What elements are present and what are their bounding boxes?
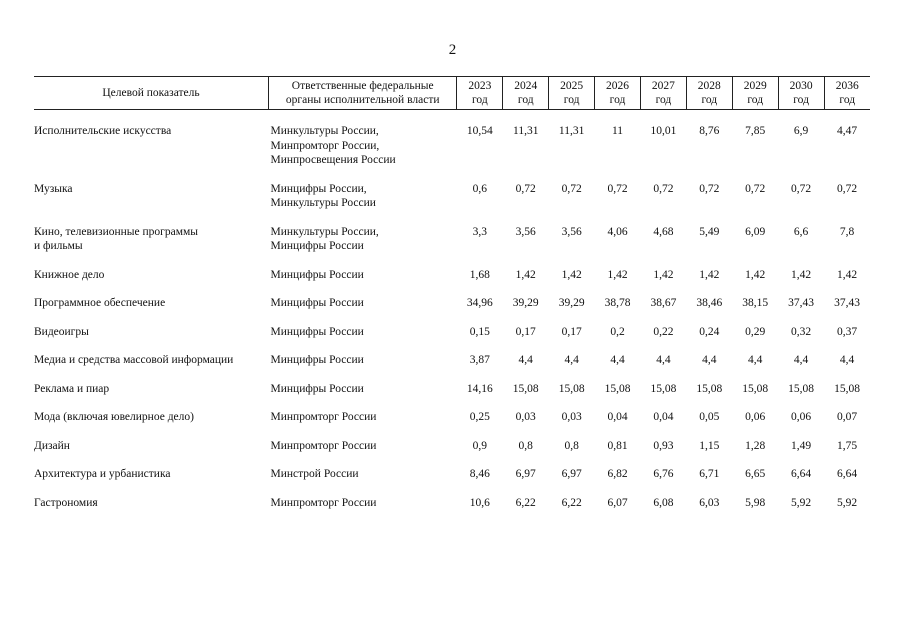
row-value: 6,07	[607, 496, 628, 509]
row-value: 15,08	[604, 382, 631, 395]
row-value: 6,22	[515, 496, 536, 509]
row-value: 4,06	[607, 225, 628, 238]
row-value: 6,65	[745, 468, 766, 480]
table-row	[34, 325, 870, 340]
table-row	[34, 124, 870, 168]
row-value: 6,9	[793, 125, 809, 137]
header-year: 2024 год	[503, 77, 549, 110]
row-value: 37,43	[834, 297, 860, 309]
row-value: 0,6	[472, 182, 488, 195]
row-value: 0,29	[745, 325, 766, 338]
row-value: 7,85	[745, 125, 766, 137]
row-value: 3,3	[472, 225, 488, 238]
header-year: 2029 год	[732, 77, 778, 110]
row-indicator: Медиа и средства массовой информации	[34, 354, 234, 366]
row-value: 38,46	[696, 297, 723, 309]
row-value: 4,4	[564, 354, 579, 366]
row-value: 6,08	[653, 496, 674, 509]
header-agency: Ответственные федеральные органы исполнительной власти	[269, 77, 457, 110]
row-value: 6,71	[699, 468, 720, 480]
row-value: 4,4	[839, 354, 855, 366]
row-value: 39,29	[512, 297, 539, 309]
table-body	[34, 110, 870, 511]
row-agency: Минкультуры России, Минцифры России	[270, 225, 379, 252]
row-agency: Минпромторг России	[270, 411, 377, 423]
row-value: 0,03	[515, 411, 536, 423]
row-agency: Минкультуры России, Минпромторг России, Минпросвещения России	[270, 125, 396, 166]
row-value: 15,08	[788, 382, 815, 395]
row-gap	[34, 254, 870, 268]
row-value: 10,01	[650, 125, 677, 137]
row-value: 0,93	[653, 439, 674, 452]
table-row	[34, 382, 870, 397]
row-value: 6,64	[836, 468, 858, 480]
row-value: 0,04	[607, 411, 628, 423]
header-year: 2028 год	[686, 77, 732, 110]
header-year: 2023 год	[457, 77, 503, 110]
row-gap	[34, 211, 870, 225]
row-agency: Минцифры России	[270, 268, 364, 281]
row-value: 1,15	[699, 439, 720, 452]
row-value: 0,72	[515, 182, 536, 195]
row-value: 0,15	[469, 325, 490, 338]
row-value: 4,4	[702, 354, 717, 366]
table-row	[34, 353, 870, 368]
row-value: 0,72	[836, 182, 858, 195]
table-row	[34, 182, 870, 211]
row-value: 4,68	[653, 225, 674, 238]
row-value: 4,4	[656, 354, 671, 366]
row-indicator: Кино, телевизионные программы и фильмы	[34, 225, 199, 252]
table-row	[34, 467, 870, 482]
row-value: 0,25	[469, 411, 490, 423]
row-value: 1,42	[515, 268, 536, 281]
row-value: 0,72	[561, 182, 582, 195]
row-value: 1,42	[653, 268, 674, 281]
header-year: 2030 год	[778, 77, 824, 110]
table-row	[34, 410, 870, 425]
header-year: 2027 год	[640, 77, 686, 110]
row-value: 4,47	[836, 125, 858, 137]
row-value: 6,03	[699, 496, 720, 509]
header-year: 2036 год	[824, 77, 870, 110]
row-gap	[34, 311, 870, 325]
row-value: 1,42	[699, 268, 720, 281]
page-number: 2	[448, 42, 457, 58]
row-value: 3,87	[469, 354, 490, 366]
row-value: 0,32	[791, 325, 812, 338]
row-value: 5,92	[791, 496, 812, 509]
table-row	[34, 496, 870, 511]
row-value: 5,92	[836, 496, 858, 509]
row-value: 0,04	[653, 411, 674, 423]
row-indicator: Мода (включая ювелирное дело)	[34, 411, 194, 423]
row-value: 0,72	[653, 182, 674, 195]
row-value: 5,98	[745, 496, 766, 509]
row-value: 4,4	[518, 354, 533, 366]
row-value: 1,28	[745, 439, 766, 452]
row-value: 6,97	[561, 468, 582, 480]
row-value: 37,43	[788, 297, 815, 309]
table-row	[34, 296, 870, 311]
row-value: 10,6	[469, 496, 490, 509]
table-row	[34, 225, 870, 254]
row-value: 14,16	[466, 382, 493, 395]
row-value: 0,72	[607, 182, 628, 195]
row-gap	[34, 425, 870, 439]
row-indicator: Гастрономия	[34, 496, 98, 509]
header-gap	[34, 110, 870, 125]
row-value: 1,42	[607, 268, 628, 281]
row-value: 6,22	[561, 496, 582, 509]
row-value: 10,54	[466, 125, 493, 137]
row-value: 6,76	[653, 468, 674, 480]
row-value: 0,17	[515, 325, 536, 338]
row-value: 6,82	[607, 468, 628, 480]
row-indicator: Программное обеспечение	[34, 297, 166, 309]
row-value: 11,31	[558, 125, 585, 137]
row-value: 11,31	[513, 125, 539, 137]
row-value: 0,06	[745, 411, 766, 423]
row-value: 1,42	[836, 268, 858, 281]
row-value: 1,68	[469, 268, 490, 281]
row-value: 0,24	[699, 325, 720, 338]
row-value: 0,07	[836, 411, 858, 423]
row-indicator: Книжное дело	[34, 268, 105, 281]
row-value: 0,2	[610, 325, 625, 338]
row-value: 0,72	[791, 182, 812, 195]
row-agency: Минпромторг России	[270, 496, 377, 509]
row-value: 39,29	[558, 297, 585, 309]
row-value: 6,6	[793, 225, 809, 238]
row-value: 4,4	[793, 354, 809, 366]
row-value: 15,08	[696, 382, 723, 395]
row-value: 15,08	[650, 382, 677, 395]
row-value: 4,4	[748, 354, 763, 366]
row-value: 1,75	[836, 439, 858, 452]
row-gap	[34, 168, 870, 182]
row-value: 6,97	[515, 468, 536, 480]
header-row	[34, 77, 870, 110]
row-indicator: Исполнительские искусства	[34, 125, 172, 137]
row-value: 0,8	[518, 439, 533, 452]
row-value: 4,4	[610, 354, 625, 366]
row-agency: Минцифры России, Минкультуры России	[270, 182, 376, 209]
row-gap	[34, 282, 870, 296]
row-value: 38,15	[742, 297, 769, 309]
row-indicator: Видеоигры	[34, 325, 89, 338]
header-year: 2026 год	[595, 77, 641, 110]
row-value: 38,67	[650, 297, 677, 309]
row-value: 7,8	[839, 225, 855, 238]
row-value: 8,46	[469, 468, 490, 480]
row-value: 6,09	[745, 225, 766, 238]
row-value: 8,76	[699, 125, 720, 137]
row-value: 0,05	[699, 411, 720, 423]
header-year: 2025 год	[549, 77, 595, 110]
row-value: 3,56	[561, 225, 582, 238]
row-value: 15,08	[512, 382, 539, 395]
row-value: 0,17	[561, 325, 582, 338]
table-row	[34, 439, 870, 454]
row-value: 1,42	[561, 268, 582, 281]
row-value: 15,08	[834, 382, 860, 395]
row-gap	[34, 482, 870, 496]
row-value: 15,08	[742, 382, 769, 395]
header-indicator: Целевой показатель	[34, 77, 269, 110]
row-value: 0,72	[745, 182, 766, 195]
row-agency: Минцифры России	[270, 297, 364, 309]
row-value: 1,42	[745, 268, 766, 281]
row-value: 5,49	[699, 225, 720, 238]
row-agency: Минцифры России	[270, 354, 364, 366]
row-value: 0,03	[561, 411, 582, 423]
row-value: 11	[611, 125, 624, 137]
row-value: 0,81	[607, 439, 628, 452]
row-value: 1,42	[791, 268, 812, 281]
row-agency: Минстрой России	[270, 468, 359, 480]
row-value: 0,22	[653, 325, 674, 338]
row-agency: Минцифры России	[270, 325, 364, 338]
row-gap	[34, 396, 870, 410]
row-indicator: Архитектура и урбанистика	[34, 468, 171, 480]
row-value: 0,8	[564, 439, 579, 452]
row-agency: Минцифры России	[270, 382, 364, 395]
row-gap	[34, 453, 870, 467]
row-value: 0,9	[472, 439, 488, 452]
row-value: 3,56	[515, 225, 536, 238]
row-value: 34,96	[466, 297, 493, 309]
row-gap	[34, 339, 870, 353]
row-agency: Минпромторг России	[270, 439, 377, 452]
row-value: 15,08	[558, 382, 585, 395]
indicators-table	[34, 76, 870, 510]
row-value: 1,49	[791, 439, 812, 452]
row-value: 0,06	[791, 411, 812, 423]
row-indicator: Музыка	[34, 182, 73, 195]
row-value: 6,64	[791, 468, 812, 480]
row-value: 0,72	[699, 182, 720, 195]
row-gap	[34, 368, 870, 382]
table-header	[34, 77, 870, 110]
table-row	[34, 268, 870, 283]
row-value: 38,78	[604, 297, 631, 309]
row-indicator: Дизайн	[34, 439, 70, 452]
row-value: 0,37	[836, 325, 858, 338]
row-indicator: Реклама и пиар	[34, 382, 110, 395]
